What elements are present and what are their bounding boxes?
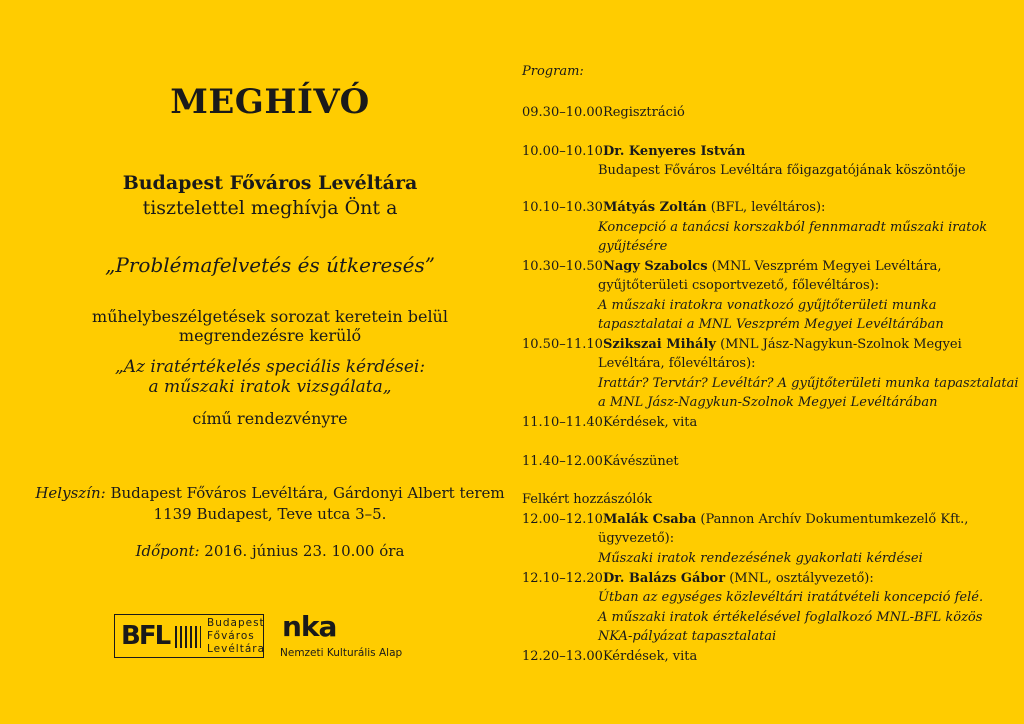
page-title: MEGHÍVÓ xyxy=(170,82,370,122)
program-time: 11.10–11.40 xyxy=(522,415,603,430)
event-title-line-2: a műszaki iratok vizsgálata„ xyxy=(148,377,392,397)
bfl-logo xyxy=(114,614,264,658)
program-speaker: Malák Csaba xyxy=(602,512,697,527)
program-title: Kérdések, vita xyxy=(602,415,698,430)
program-role: (Pannon Archív Dokumentumkezelő Kft., xyxy=(696,512,969,527)
program-item xyxy=(522,649,697,665)
program-topic: A műszaki iratokra vonatkozó gyűjtőterületi munka xyxy=(598,298,937,313)
program-time: 12.10–12.20 xyxy=(522,571,603,586)
program-time: 11.40–12.00 xyxy=(522,454,603,469)
program-speaker: Szikszai Mihály xyxy=(602,337,716,352)
bfl-logo-line-2: Főváros xyxy=(207,630,255,642)
program-item xyxy=(522,337,962,353)
program-item xyxy=(522,512,968,528)
bfl-logo-line-3: Levéltára xyxy=(207,643,266,655)
nka-tagline: Nemzeti Kulturális Alap xyxy=(280,647,403,659)
venue-value: Budapest Főváros Levéltára, Gárdonyi Albert terem xyxy=(105,484,505,502)
program-role-cont: ügyvezető): xyxy=(598,531,675,546)
program-title: Regisztráció xyxy=(602,105,685,120)
program-topic: Irattár? Tervtár? Levéltár? A gyűjtőterületi munka tapasztalatai xyxy=(598,376,1019,391)
program-time: 12.20–13.00 xyxy=(522,649,603,664)
program-topic: gyűjtésére xyxy=(598,239,668,254)
program-topic: Koncepció a tanácsi korszakból fennmaradt műszaki iratok xyxy=(598,220,988,235)
program-role: (MNL Veszprém Megyei Levéltára, xyxy=(707,259,942,274)
program-role: (BFL, levéltáros): xyxy=(706,200,826,215)
program-role: (MNL, osztályvezető): xyxy=(725,571,874,586)
bfl-logo-line-1: Budapest xyxy=(207,617,265,629)
invite-line: tisztelettel meghívja Önt a xyxy=(142,197,398,219)
program-time: 10.30–10.50 xyxy=(522,259,603,274)
time-value: 2016. június 23. 10.00 óra xyxy=(199,542,405,560)
program-topic: A műszaki iratok értékelésével foglalkozó MNL-BFL közös xyxy=(598,610,983,625)
program-topic: a MNL Jász-Nagykun-Szolnok Megyei Levéltárában xyxy=(598,395,938,410)
program-role-cont: gyűjtőterületi csoportvezető, főlevéltáros): xyxy=(598,278,880,293)
time-line xyxy=(0,542,540,560)
program-desc: Budapest Főváros Levéltára főigazgatójának köszöntője xyxy=(598,163,966,178)
program-item xyxy=(522,259,942,275)
program-heading: Program: xyxy=(522,64,584,79)
program-item xyxy=(522,200,825,216)
series-title: „Problémafelvetés és útkeresés” xyxy=(105,253,435,277)
program-speaker: Dr. Balázs Gábor xyxy=(602,571,726,586)
program-title: Kérdések, vita xyxy=(602,649,698,664)
venue-label: Helyszín: xyxy=(35,484,106,502)
series-line-1: műhelybeszélgetések sorozat keretein belül xyxy=(92,307,448,326)
program-role: (MNL Jász-Nagykun-Szolnok Megyei xyxy=(715,337,962,352)
bfl-logo-text xyxy=(207,617,265,656)
program-item xyxy=(522,105,685,121)
program-speaker: Nagy Szabolcs xyxy=(602,259,708,274)
nka-logo-mark: nka xyxy=(282,610,337,643)
event-title-line-1: „Az iratértékelés speciális kérdései: xyxy=(114,357,426,377)
program-item xyxy=(522,571,874,587)
program-role-cont: Levéltára, főlevéltáros): xyxy=(598,356,756,371)
program-topic: Műszaki iratok rendezésének gyakorlati kérdései xyxy=(598,551,923,566)
program-panel xyxy=(522,0,1019,724)
program-speaker: Dr. Kenyeres István xyxy=(602,144,746,159)
program-item xyxy=(522,454,679,470)
program-time: 10.50–11.10 xyxy=(522,337,603,352)
program-item xyxy=(522,144,745,160)
program-topic: NKA-pályázat tapasztalatai xyxy=(598,629,777,644)
program-time: 09.30–10.00 xyxy=(522,105,603,120)
program-topic: Útban az egységes közlevéltári iratátvételi koncepció felé. xyxy=(598,590,984,605)
series-line-2: megrendezésre kerülő xyxy=(178,326,362,345)
program-time: 10.10–10.30 xyxy=(522,200,603,215)
venue-address: 1139 Budapest, Teve utca 3–5. xyxy=(153,505,387,523)
program-item xyxy=(522,415,697,431)
bfl-logo-mark: BFL xyxy=(121,621,170,651)
nka-logo xyxy=(278,610,458,662)
organization-name: Budapest Főváros Levéltára xyxy=(122,172,418,194)
program-title: Kávészünet xyxy=(602,454,679,469)
program-speaker: Mátyás Zoltán xyxy=(602,200,707,215)
program-topic: tapasztalatai a MNL Veszprém Megyei Levéltárában xyxy=(598,317,944,332)
time-label: Időpont: xyxy=(135,542,200,560)
logos xyxy=(114,610,454,662)
event-suffix: című rendezvényre xyxy=(192,409,348,428)
invited-heading: Felkért hozzászólók xyxy=(522,492,653,507)
venue-line xyxy=(0,484,540,502)
program-time: 10.00–10.10 xyxy=(522,144,603,159)
bfl-building-icon xyxy=(175,626,201,648)
program-time: 12.00–12.10 xyxy=(522,512,603,527)
